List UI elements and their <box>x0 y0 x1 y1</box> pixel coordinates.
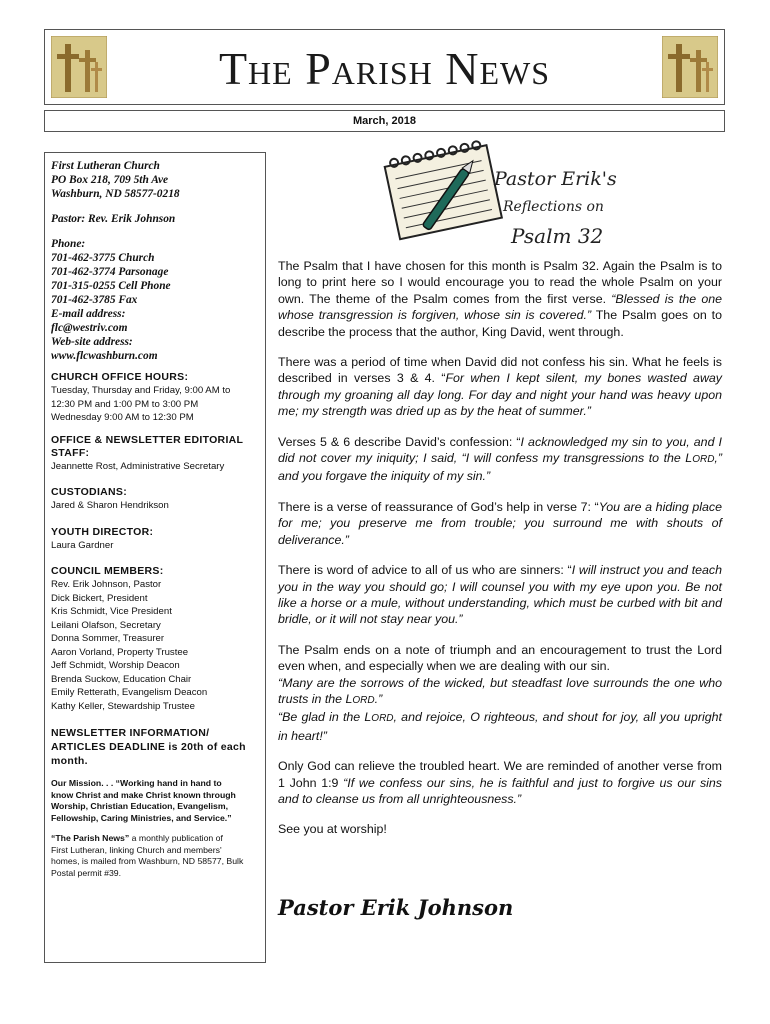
council-member: Dick Bickert, President <box>51 592 148 604</box>
phone-fax: 701-462-3785 Fax <box>51 294 138 306</box>
council-member: Rev. Erik Johnson, Pastor <box>51 579 162 590</box>
staff-heading-line: OFFICE & NEWSLETTER EDITORIAL <box>51 433 244 446</box>
custodians: Jared & Sharon Hendrikson <box>51 500 169 511</box>
reflections-title: Pastor Erik's <box>494 168 617 190</box>
office-hours <box>51 384 259 425</box>
article-body <box>278 258 722 852</box>
staff-member: Jeannette Rost, Administrative Secretary <box>51 460 225 472</box>
article-paragraph: The Psalm that I have chosen for this month is Psalm 32. Again the Psalm is to long to print here so I would encourage you to read the whole Psalm on your own. The theme of the Psalm comes from the first verse. “Blessed is the one whose transgression is forgiven, whose sin is covered.” The Psalm goes on to describe the process that the author, King David, went through. <box>278 259 723 339</box>
council-member: Brenda Suckow, Education Chair <box>51 673 192 685</box>
council-member: Jeff Schmidt, Worship Deacon <box>51 660 180 671</box>
church-name: First Lutheran Church <box>51 160 160 172</box>
deadline-info <box>51 726 259 768</box>
cross-logo-icon <box>662 36 718 98</box>
deadline-line: ARTICLES DEADLINE is 20th of each <box>51 741 246 753</box>
pastor-signature: Pastor Erik Johnson <box>278 895 514 920</box>
church-address <box>51 159 259 201</box>
youth-director-heading: YOUTH DIRECTOR: <box>51 525 154 538</box>
council-member: Donna Sommer, Treasurer <box>51 633 165 644</box>
council-member: Emily Retterath, Evangelism Deacon <box>51 687 208 698</box>
staff-heading <box>51 434 259 460</box>
phone-church: 701-462-3775 Church <box>51 252 155 264</box>
staff-heading-line: STAFF: <box>51 446 90 459</box>
office-hours-line: Tuesday, Thursday and Friday, 9:00 AM to <box>51 385 231 396</box>
article-paragraph: There is a verse of reassurance of God’s help in verse 7: “You are a hiding place for me; you preserve me from trouble; you surround me with shouts of deliverance.” <box>278 499 722 547</box>
publication-line: a monthly publication of <box>129 833 223 843</box>
council-heading: COUNCIL MEMBERS: <box>51 565 164 577</box>
office-hours-heading: CHURCH OFFICE HOURS: <box>51 371 189 383</box>
council-list <box>51 578 259 713</box>
custodians-heading: CUSTODIANS: <box>51 486 128 498</box>
reflections-subtitle: Reflections on <box>503 199 604 215</box>
article-paragraph: Only God can relieve the troubled heart. We are reminded of another verse from 1 John 1:9 “If we confess our sins, he is faithful and just to forgive us our sins and to cleanse us from all unrighteousness.” <box>278 759 722 806</box>
church-street: PO Box 218, 709 5th Ave <box>51 174 169 186</box>
council-member: Kathy Keller, Stewardship Trustee <box>51 700 195 712</box>
cross-logo-icon <box>51 36 107 98</box>
publication-line: homes, is mailed from Washburn, ND 58577, Bulk <box>51 856 244 866</box>
publication-title: “The Parish News” <box>51 833 130 843</box>
mission-statement <box>51 778 259 824</box>
article-paragraph: There is word of advice to all of us who are sinners: “I will instruct you and teach you in the way you should go; I will counsel you with my eye upon you. Be not like a horse or a mule, without understanding, which must be curbed with bit and bridle, or it will not stay near you.” <box>278 563 723 627</box>
psalm-title: Psalm 32 <box>511 224 604 248</box>
website-label: Web-site address: <box>51 336 133 348</box>
youth-director: Laura Gardner <box>51 539 114 551</box>
deadline-line: NEWSLETTER INFORMATION/ <box>51 727 210 739</box>
pastor-line: Pastor: Rev. Erik Johnson <box>51 213 176 225</box>
mission-line: Our Mission. . . “Working hand in hand to <box>51 778 222 788</box>
publication-line: First Lutheran, linking Church and members' <box>51 844 222 855</box>
website-link[interactable]: www.flcwashburn.com <box>51 350 158 362</box>
phone-parsonage: 701-462-3774 Parsonage <box>51 266 169 278</box>
mission-line: know Christ and make Christ known through <box>51 789 236 800</box>
publication-line: Postal permit #39. <box>51 867 122 878</box>
issue-date: March, 2018 <box>44 110 725 132</box>
council-member: Kris Schmidt, Vice President <box>51 606 172 617</box>
closing-line: See you at worship! <box>278 822 387 837</box>
council-member: Leilani Olafson, Secretary <box>51 619 161 631</box>
article-paragraph: The Psalm ends on a note of triumph and an encouragement to trust the Lord even when, and especially when we are dealing with our sin. “Many are the sorrows of the wicked, but steadfast love surrounds the one who trusts in the LORD.” “Be glad in the LORD, and rejoice, O righteous, and shout for joy, all you upright in heart!” <box>278 642 722 743</box>
email-label: E-mail address: <box>51 308 126 320</box>
sidebar-info <box>44 152 266 963</box>
church-city: Washburn, ND 58577-0218 <box>51 188 180 200</box>
phone-cell: 701-315-0255 Cell Phone <box>51 280 171 292</box>
phone-label: Phone: <box>51 238 86 250</box>
deadline-line: month. <box>51 755 88 767</box>
council-member: Aaron Vorland, Property Trustee <box>51 646 189 658</box>
mission-line: Worship, Christian Education, Evangelism, <box>51 801 228 811</box>
newsletter-title: The Parish News <box>218 43 551 94</box>
publication-info <box>51 833 259 879</box>
mission-line: Fellowship, Caring Ministries, and Service.” <box>51 812 232 823</box>
office-hours-line: Wednesday 9:00 AM to 12:30 PM <box>51 412 194 423</box>
office-hours-line: 12:30 PM and 1:00 PM to 3:00 PM <box>51 398 199 410</box>
article-paragraph: Verses 5 & 6 describe David’s confession: “I acknowledged my sin to you, and I did not cover my iniquity; I said, “I will confess my transgressions to the LORD,” and you forgave the iniquity of my sin.” <box>278 434 722 484</box>
masthead <box>44 29 725 105</box>
email-link[interactable]: flc@westriv.com <box>51 322 128 334</box>
contact-block <box>51 237 259 363</box>
article-paragraph: There was a period of time when David did not confess his sin. What he feels is described in verses 3 & 4. “For when I kept silent, my bones wasted away through my groaning all day long. For day and night your hand was heavy upon me; my strength was dried up as by the heat of summer.” <box>278 355 722 419</box>
